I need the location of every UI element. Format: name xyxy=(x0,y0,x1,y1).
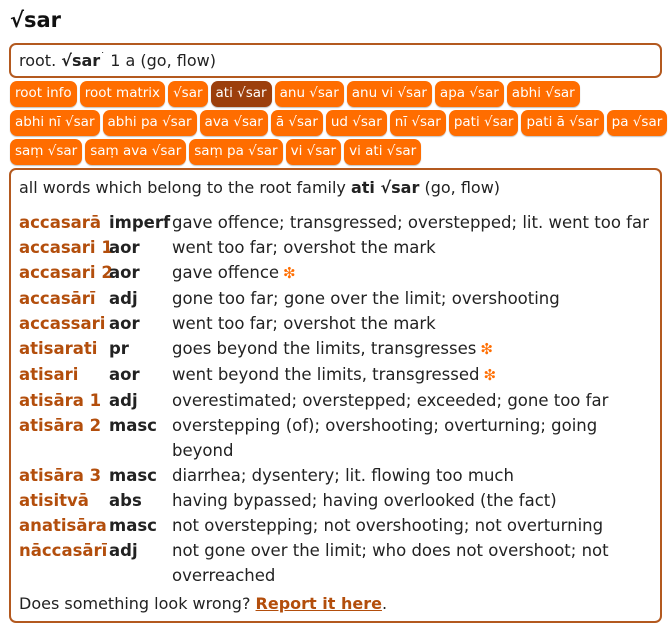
tab-pati-a-rootsar[interactable]: pati ā √sar xyxy=(521,110,603,136)
entry-pos: masc xyxy=(109,416,157,435)
tab-ud-rootsar[interactable]: ud √sar xyxy=(326,110,387,136)
entry-pos: aor xyxy=(109,263,140,282)
entry-word[interactable]: atisarati xyxy=(19,339,98,358)
tab-ava-rootsar[interactable]: ava √sar xyxy=(200,110,268,136)
entry-word[interactable]: atisāra 1 xyxy=(19,391,102,410)
tab-pa-rootsar[interactable]: pa √sar xyxy=(607,110,668,136)
word-entry xyxy=(19,286,649,311)
entry-meaning-text: went too far; overshot the mark xyxy=(172,238,436,257)
button-row xyxy=(10,110,665,136)
page-title: √sar xyxy=(10,8,62,32)
entry-word[interactable]: accasarā xyxy=(19,213,102,232)
tab-apa-rootsar[interactable]: apa √sar xyxy=(435,81,504,107)
entry-word[interactable]: nāccasārī xyxy=(19,541,108,560)
entry-meaning xyxy=(172,286,649,311)
tab-anu-rootsar[interactable]: anu √sar xyxy=(275,81,344,107)
entry-meaning-text: not gone over the limit; who does not overshoot; not overreached xyxy=(172,541,609,585)
sparkle-icon[interactable]: ❇ xyxy=(480,340,493,358)
entry-word[interactable]: accassari xyxy=(19,314,106,333)
entry-meaning xyxy=(172,513,649,538)
entry-word[interactable]: accasari 2 xyxy=(19,263,113,282)
entry-meaning xyxy=(172,413,649,463)
entry-pos: aor xyxy=(109,365,140,384)
entry-pos: masc xyxy=(109,516,157,535)
root-superscript: ˙ xyxy=(100,51,106,63)
root-family-panel xyxy=(9,168,662,623)
entry-meaning xyxy=(172,488,649,513)
root-name: √sar xyxy=(61,51,101,70)
entry-word[interactable]: atisāra 2 xyxy=(19,416,102,435)
tab-ati-rootsar[interactable]: ati √sar xyxy=(211,81,272,107)
tab-ni-rootsar[interactable]: nī √sar xyxy=(390,110,446,136)
root-summary xyxy=(9,43,662,78)
word-entry xyxy=(19,260,649,286)
entry-pos: pr xyxy=(109,339,129,358)
entry-pos: adj xyxy=(109,391,138,410)
entry-meaning xyxy=(172,311,649,336)
tab-a-rootsar[interactable]: ā √sar xyxy=(271,110,323,136)
family-root: ati √sar xyxy=(350,178,420,197)
entry-meaning xyxy=(172,388,649,413)
tab-sam-pa-rootsar[interactable]: saṃ pa √sar xyxy=(189,139,282,165)
entry-meaning xyxy=(172,260,649,286)
entry-meaning xyxy=(172,463,649,488)
entry-meaning-text: gone too far; gone over the limit; overshooting xyxy=(172,289,560,308)
entry-pos: adj xyxy=(109,289,138,308)
entry-word[interactable]: atisitvā xyxy=(19,491,89,510)
report-link[interactable]: Report it here xyxy=(255,594,382,613)
tab-root-matrix[interactable]: root matrix xyxy=(80,81,165,107)
tab-vi-rootsar[interactable]: vi √sar xyxy=(286,139,342,165)
entry-word[interactable]: anatisāra xyxy=(19,516,107,535)
button-row xyxy=(10,139,665,165)
entry-meaning-text: gave offence; transgressed; overstepped; lit. went too far xyxy=(172,213,649,232)
entry-pos: aor xyxy=(109,238,140,257)
button-row xyxy=(10,81,665,107)
entry-meaning-text: overestimated; overstepped; exceeded; gone too far xyxy=(172,391,609,410)
entry-meaning xyxy=(172,336,649,362)
entry-meaning-text: went beyond the limits, transgressed xyxy=(172,365,480,384)
root-prefix: root. xyxy=(19,51,57,70)
entry-pos: aor xyxy=(109,314,140,333)
family-heading xyxy=(19,178,652,198)
entry-meaning-text: not overstepping; not overshooting; not overturning xyxy=(172,516,604,535)
family-intro: all words which belong to the root family xyxy=(19,178,346,197)
word-entry xyxy=(19,336,649,362)
entry-word[interactable]: atisari xyxy=(19,365,79,384)
word-entry xyxy=(19,413,649,463)
tab-abhi-ni-rootsar[interactable]: abhi nī √sar xyxy=(10,110,100,136)
entry-meaning xyxy=(172,210,649,235)
entry-word[interactable]: accasari 1 xyxy=(19,238,113,257)
entry-word[interactable]: atisāra 3 xyxy=(19,466,102,485)
tab-root-info[interactable]: root info xyxy=(10,81,77,107)
entry-meaning-text: went too far; overshot the mark xyxy=(172,314,436,333)
entry-pos: adj xyxy=(109,541,138,560)
entry-meaning xyxy=(172,362,649,388)
word-entry xyxy=(19,463,649,488)
tab-sam-ava-rootsar[interactable]: saṃ ava √sar xyxy=(85,139,186,165)
entry-meaning-text: gave offence xyxy=(172,263,280,282)
sparkle-icon[interactable]: ❇ xyxy=(283,264,296,282)
family-meaning: (go, flow) xyxy=(424,178,501,197)
tab-pati-rootsar[interactable]: pati √sar xyxy=(449,110,519,136)
word-entry xyxy=(19,210,649,235)
entry-meaning-text: diarrhea; dysentery; lit. flowing too much xyxy=(172,466,514,485)
entry-word[interactable]: accasārī xyxy=(19,289,96,308)
word-entry xyxy=(19,488,649,513)
word-entry xyxy=(19,311,649,336)
root-group: 1 a (go, flow) xyxy=(110,51,216,70)
sparkle-icon[interactable]: ❇ xyxy=(483,366,497,384)
tab-abhi-pa-rootsar[interactable]: abhi pa √sar xyxy=(103,110,197,136)
entry-meaning xyxy=(172,538,649,588)
entry-pos: imperf xyxy=(109,213,171,232)
root-family-buttons xyxy=(10,81,665,168)
word-entry xyxy=(19,235,649,260)
tab-abhi-rootsar[interactable]: abhi √sar xyxy=(507,81,580,107)
word-entry xyxy=(19,513,649,538)
entry-pos: masc xyxy=(109,466,157,485)
tab-vi-ati-rootsar[interactable]: vi ati √sar xyxy=(344,139,421,165)
entry-meaning-text: goes beyond the limits, transgresses xyxy=(172,339,477,358)
feedback-end: . xyxy=(381,594,388,613)
entry-meaning-text: overstepping (of); overshooting; overturning; going beyond xyxy=(172,416,598,460)
word-entry xyxy=(19,538,649,588)
feedback-footer xyxy=(19,593,387,615)
tab-sam-rootsar[interactable]: saṃ √sar xyxy=(10,139,82,165)
word-entry xyxy=(19,388,649,413)
entry-pos: abs xyxy=(109,491,142,510)
tab-anu-vi-rootsar[interactable]: anu vi √sar xyxy=(347,81,432,107)
word-entry xyxy=(19,362,649,388)
entry-meaning-text: having bypassed; having overlooked (the fact) xyxy=(172,491,557,510)
feedback-text: Does something look wrong? xyxy=(19,594,251,613)
entry-meaning xyxy=(172,235,649,260)
tab-rootsar[interactable]: √sar xyxy=(168,81,207,107)
family-word-list xyxy=(19,210,649,588)
